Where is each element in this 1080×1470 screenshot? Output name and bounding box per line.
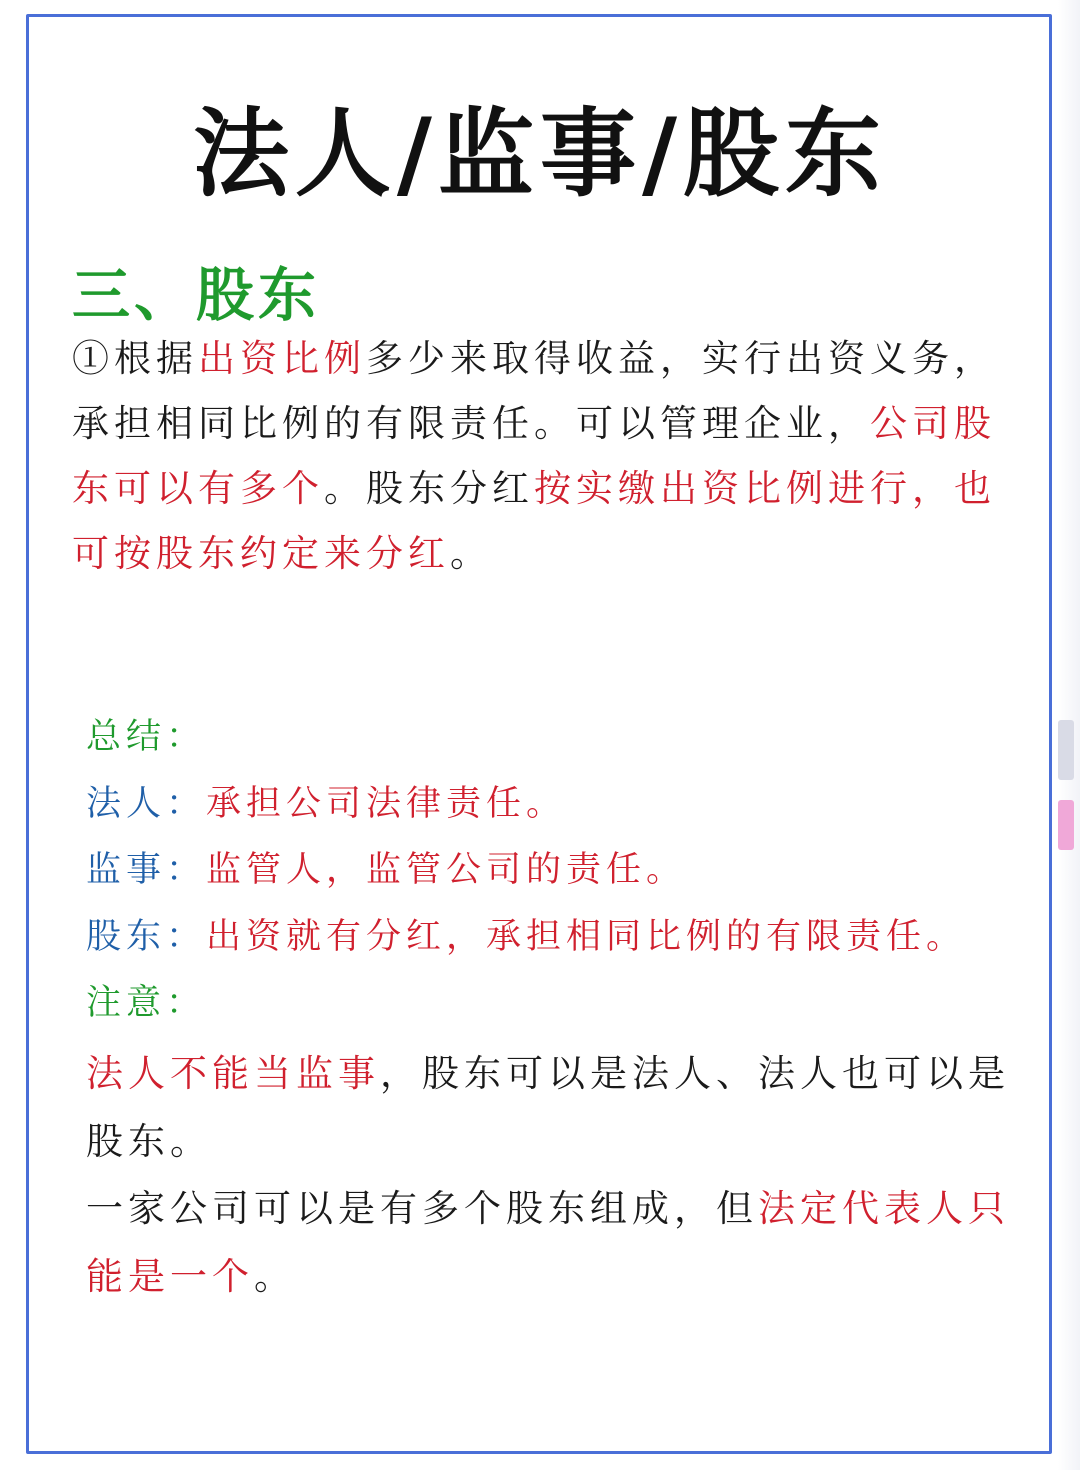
summary-heading: 总结： [86,717,207,757]
summary-block [86,704,1016,1037]
note-emphasis-1: 法人不能当监事 [86,1052,380,1095]
summary-label: 法人： [86,783,207,824]
note-text-1: ，股东可以是法人、法人也可以是股东。 [86,1052,1010,1163]
section-heading: 三、股东 [72,261,321,329]
note-item-2 [86,1175,1016,1310]
summary-label: 股东： [86,916,207,957]
para-text-1: ①根据 [72,337,198,380]
summary-label: 监事： [86,850,207,890]
shareholder-paragraph [72,326,1022,586]
edge-mark-pink [1058,800,1074,850]
para-emphasis-3: 按实缴出资比例进行，也可按股东约定来分红 [72,467,996,575]
note-text-3: 。 [254,1254,296,1298]
summary-item-shareholder [86,904,1016,971]
summary-text: 承担公司法律责任。 [206,783,567,824]
edge-mark-gray [1058,720,1074,780]
notes-block [86,1040,1016,1310]
para-text-2: 多少来取得收益，实行出资义务，承担相同比例的有限责任。可以管理企业， [72,337,996,445]
para-text-3: 。股东分红 [324,467,534,510]
para-text-4: 。 [450,532,492,575]
note-item-1 [86,1040,1016,1175]
note-heading: 注意： [86,983,207,1023]
page-title: 法人/监事/股东 [192,97,888,210]
summary-text: 监管人，监管公司的责任。 [206,850,687,890]
para-emphasis-2: 公司股东可以有多个 [72,402,996,510]
page-edge-shadow [1058,0,1080,1470]
note-text-2: 一家公司可以是有多个股东组成，但 [86,1187,758,1230]
note-emphasis-2: 法定代表人只能是一个 [86,1187,1010,1298]
summary-item-supervisor [86,837,1016,904]
para-emphasis-1: 出资比例 [198,337,366,380]
summary-item-legal-person [86,771,1016,838]
summary-text: 出资就有分红，承担相同比例的有限责任。 [206,916,967,957]
